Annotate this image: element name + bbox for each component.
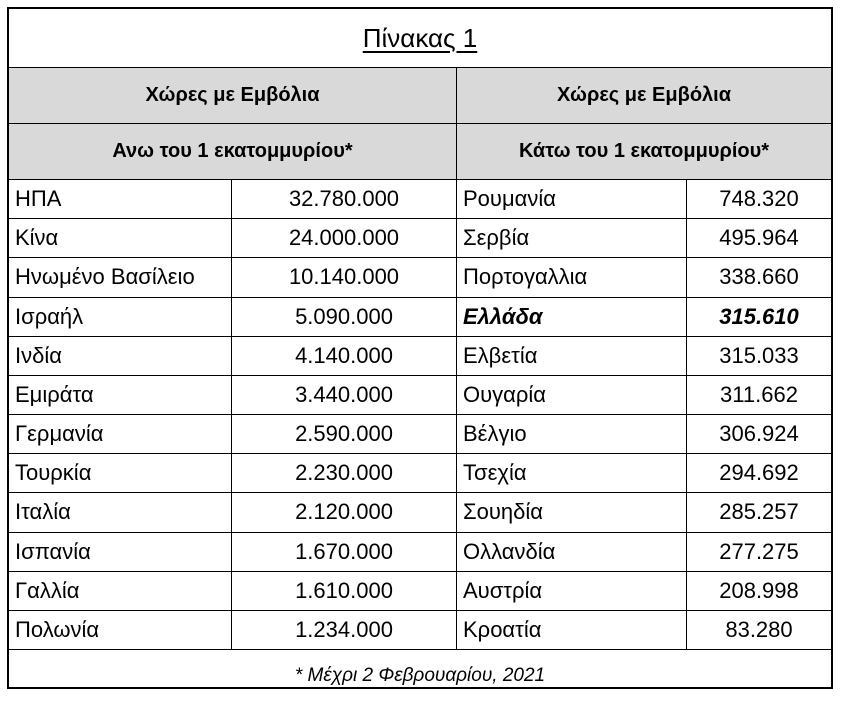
vaccine-count: 2.230.000 [295,460,393,486]
table-row [457,219,831,258]
title-row [9,9,831,68]
table-row [457,337,831,376]
table-row [9,219,456,258]
table-row [9,415,456,454]
table-row [457,533,831,572]
country-name: Ολλανδία [457,533,687,571]
vaccine-count: 306.924 [719,421,799,447]
right-header-line1: Χώρες με Εμβόλια [457,68,831,124]
table-row [457,298,831,337]
country-name: Βέλγιο [457,415,687,453]
country-name: Πορτογαλλια [457,258,687,296]
table-row [457,454,831,493]
right-country-list [457,180,831,649]
country-name: Ηνωμένο Βασίλειο [9,258,232,296]
vaccine-count: 311.662 [720,381,798,407]
table-row [457,611,831,649]
vaccine-count: 1.234.000 [295,616,393,642]
table-row [9,454,456,493]
table-row [9,533,456,572]
vaccine-count: 294.692 [719,460,799,486]
right-header [457,68,831,179]
table-row [457,258,831,297]
country-name: Κροατία [457,611,687,649]
vaccine-count: 5.090.000 [295,303,393,329]
country-name: Ιταλία [9,493,232,531]
left-header-line2: Ανω του 1 εκατομμυρίου* [112,140,353,162]
country-name: Σουηδία [457,493,687,531]
country-name: Τουρκία [9,454,232,492]
country-name: Αυστρία [457,572,687,610]
vaccine-count: 83.280 [725,616,793,642]
country-name: Τσεχία [457,454,687,492]
vaccine-count: 1.670.000 [295,538,393,564]
vaccine-count: 315.610 [719,303,799,329]
vaccine-count: 1.610.000 [295,577,393,603]
vaccine-count: 10.140.000 [288,264,400,290]
table-row [9,258,456,297]
table-row [9,493,456,532]
table-row [457,415,831,454]
vaccine-count: 2.590.000 [295,421,393,447]
vaccine-count: 4.140.000 [295,342,393,368]
table-body [9,180,831,650]
vaccine-count: 315.033 [719,342,799,368]
table-row [9,298,456,337]
left-header [9,68,457,179]
vaccine-count: 3.440.000 [295,381,393,407]
table-header [9,68,831,180]
vaccine-count: 495.964 [719,225,799,251]
vaccine-count: 208.998 [719,577,799,603]
vaccine-count: 2.120.000 [295,499,393,525]
left-header-line1: Χώρες με Εμβόλια [9,68,456,124]
country-name: Ελβετία [457,337,687,375]
country-name: Γερμανία [9,415,232,453]
country-name: ΗΠΑ [9,180,232,218]
table-row [9,572,456,611]
table-row [457,180,831,219]
vaccine-table [7,7,833,689]
country-name: Ελλάδα [457,298,687,336]
country-name: Γαλλία [9,572,232,610]
table-title: Πίνακας 1 [362,22,478,53]
right-header-line2: Κάτω του 1 εκατομμυρίου* [518,140,770,162]
country-name: Εμιράτα [9,376,232,414]
country-name: Ισπανία [9,533,232,571]
vaccine-count: 338.660 [719,264,799,290]
country-name: Ουγαρία [457,376,687,414]
vaccine-count: 748.320 [719,186,799,212]
vaccine-count: 285.257 [719,499,799,525]
country-name: Κίνα [9,219,232,257]
table-row [457,493,831,532]
table-row [9,180,456,219]
footnote: * Μέχρι 2 Φεβρουαρίου, 2021 [294,665,546,686]
country-name: Ινδία [9,337,232,375]
country-name: Ρουμανία [457,180,687,218]
vaccine-count: 32.780.000 [288,186,400,212]
vaccine-count: 24.000.000 [288,225,400,251]
table-row [9,376,456,415]
left-country-list [9,180,457,649]
vaccine-count: 277.275 [719,538,799,564]
country-name: Σερβία [457,219,687,257]
table-row [9,337,456,376]
table-row [457,572,831,611]
country-name: Πολωνία [9,611,232,649]
table-row [457,376,831,415]
country-name: Ισραήλ [9,298,232,336]
table-row [9,611,456,649]
